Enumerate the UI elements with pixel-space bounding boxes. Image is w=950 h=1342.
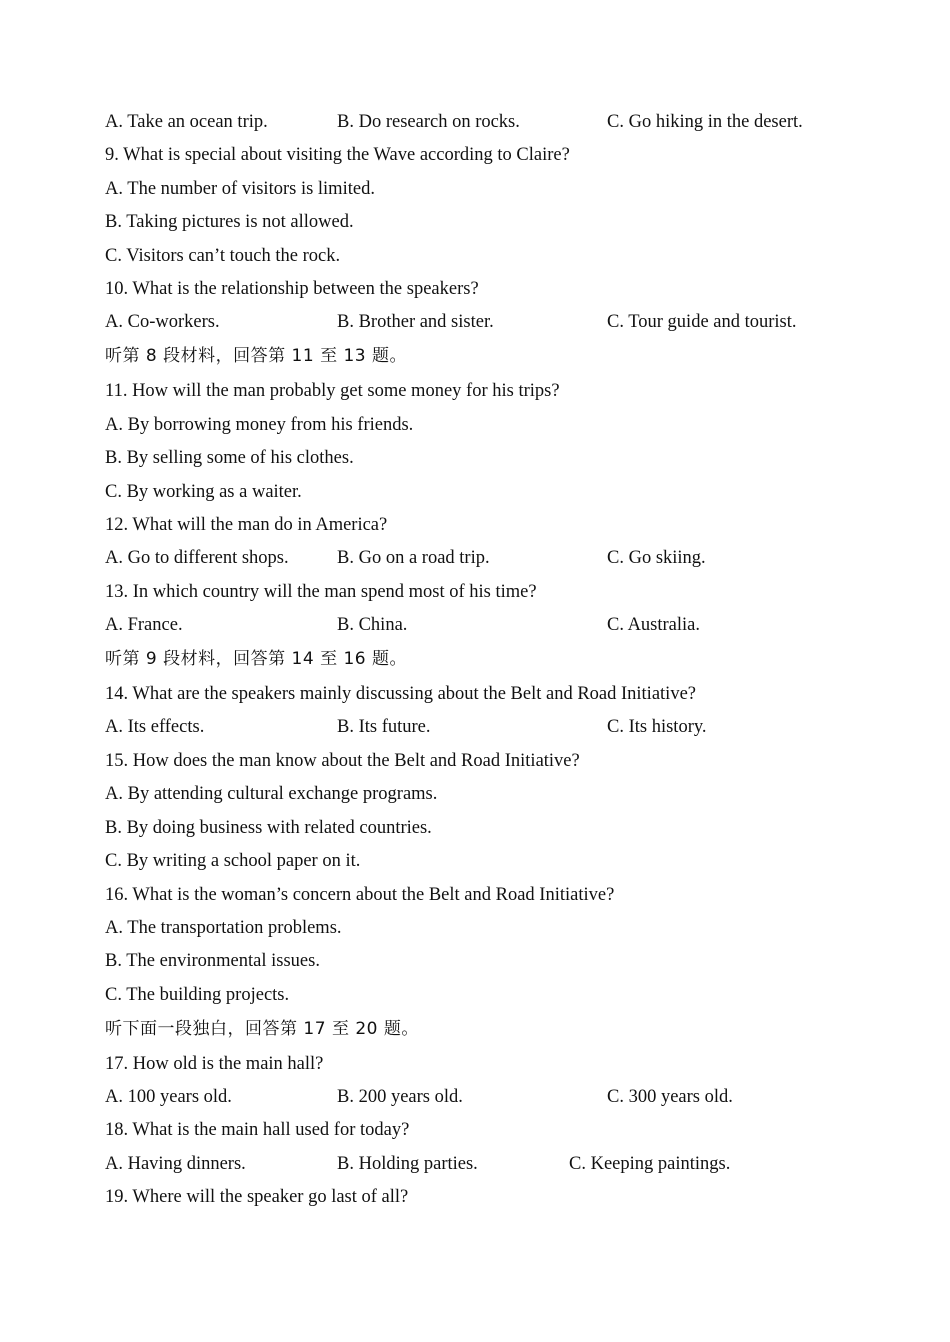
option-b: B. Do research on rocks. [337, 112, 520, 132]
option-c: C. Its history. [607, 717, 707, 737]
question-9: 9. What is special about visiting the Wave according to Claire? [105, 145, 570, 165]
question-14: 14. What are the speakers mainly discussing about the Belt and Road Initiative? [105, 684, 696, 704]
option-c: C. Keeping paintings. [569, 1154, 731, 1174]
option-line: B. By selling some of his clothes. [105, 448, 354, 468]
option-b: B. Holding parties. [337, 1154, 478, 1174]
option-line: B. By doing business with related countries. [105, 818, 432, 838]
question-18: 18. What is the main hall used for today? [105, 1120, 410, 1140]
question-12: 12. What will the man do in America? [105, 515, 388, 535]
option-c: C. Go hiking in the desert. [607, 112, 803, 132]
question-16: 16. What is the woman’s concern about the Belt and Road Initiative? [105, 885, 615, 905]
option-a: A. France. [105, 615, 183, 635]
question-11: 11. How will the man probably get some money for his trips? [105, 381, 560, 401]
option-line: C. Visitors can’t touch the rock. [105, 246, 341, 266]
question-15: 15. How does the man know about the Belt and Road Initiative? [105, 751, 580, 771]
option-line: B. Taking pictures is not allowed. [105, 212, 354, 232]
option-line: C. The building projects. [105, 985, 290, 1005]
option-c: C. Australia. [607, 615, 701, 635]
option-line: C. By writing a school paper on it. [105, 851, 361, 871]
option-c: C. Tour guide and tourist. [607, 312, 797, 332]
option-a: A. Take an ocean trip. [105, 112, 268, 132]
option-c: C. Go skiing. [607, 548, 706, 568]
section-instruction: 听第 8 段材料，回答第 11 至 13 题。 [105, 346, 408, 366]
section-instruction: 听下面一段独白，回答第 17 至 20 题。 [105, 1019, 419, 1039]
option-a: A. Its effects. [105, 717, 205, 737]
option-b: B. Its future. [337, 717, 431, 737]
option-b: B. 200 years old. [337, 1087, 463, 1107]
option-c: C. 300 years old. [607, 1087, 733, 1107]
question-19: 19. Where will the speaker go last of all? [105, 1187, 409, 1207]
question-10: 10. What is the relationship between the speakers? [105, 279, 479, 299]
option-line: A. The number of visitors is limited. [105, 179, 375, 199]
option-a: A. 100 years old. [105, 1087, 232, 1107]
option-line: B. The environmental issues. [105, 951, 320, 971]
option-line: A. The transportation problems. [105, 918, 342, 938]
option-a: A. Co-workers. [105, 312, 220, 332]
question-13: 13. In which country will the man spend most of his time? [105, 582, 537, 602]
option-b: B. Brother and sister. [337, 312, 494, 332]
option-line: A. By borrowing money from his friends. [105, 415, 414, 435]
option-b: B. China. [337, 615, 408, 635]
option-b: B. Go on a road trip. [337, 548, 490, 568]
section-instruction: 听第 9 段材料，回答第 14 至 16 题。 [105, 649, 408, 669]
option-a: A. Go to different shops. [105, 548, 289, 568]
option-line: A. By attending cultural exchange programs. [105, 784, 438, 804]
question-17: 17. How old is the main hall? [105, 1054, 324, 1074]
option-line: C. By working as a waiter. [105, 482, 302, 502]
option-a: A. Having dinners. [105, 1154, 246, 1174]
